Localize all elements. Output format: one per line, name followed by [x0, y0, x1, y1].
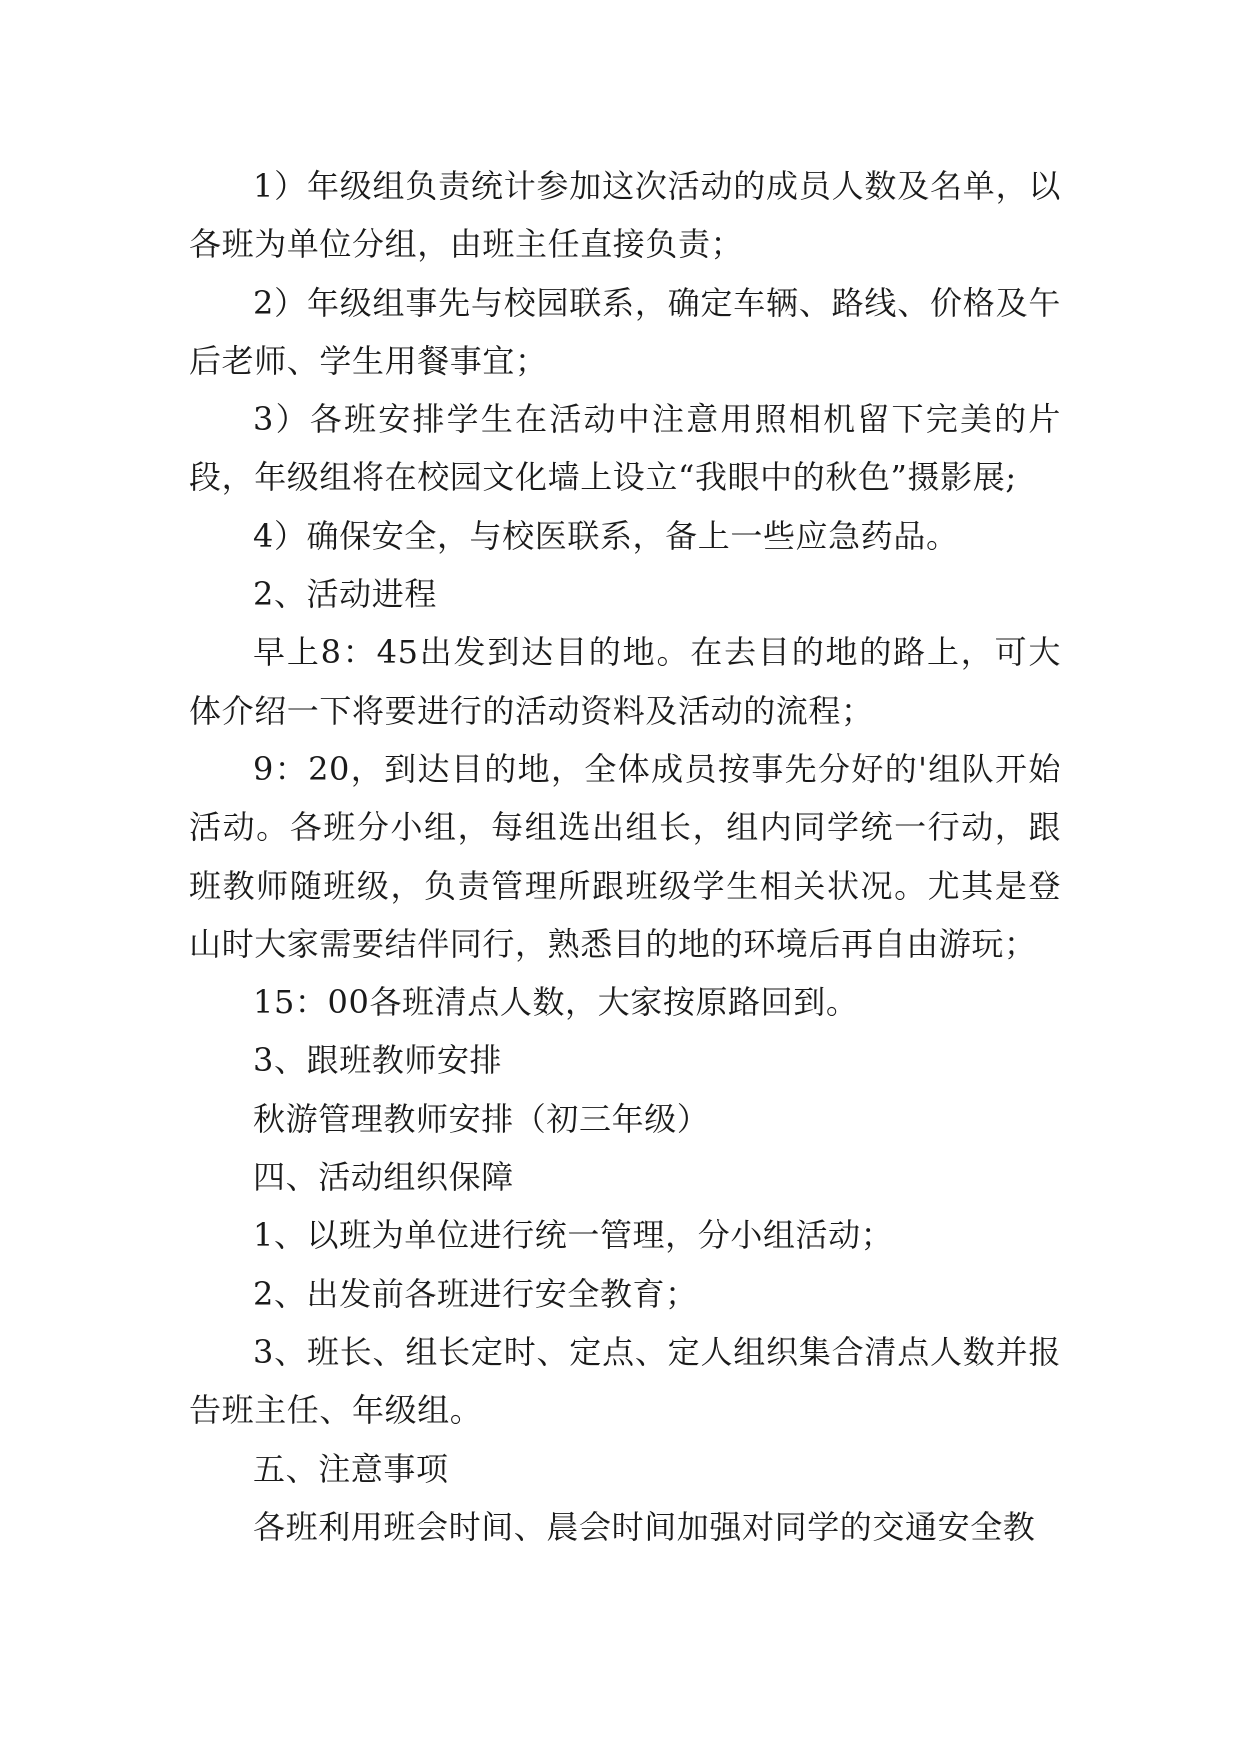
paragraph-1: 1）年级组负责统计参加这次活动的成员人数及名单，以各班为单位分组，由班主任直接负责； — [189, 167, 1061, 264]
paragraph-3: 3）各班安排学生在活动中注意用照相机留下完美的片段，年级组将在校园文化墙上设立“我眼中的秋色”摄影展; — [189, 400, 1061, 497]
section-heading-notes: 五、注意事项 — [253, 1449, 449, 1488]
section-heading-teachers: 3、跟班教师安排 — [253, 1041, 503, 1080]
section-heading-guarantee: 四、活动组织保障 — [253, 1158, 514, 1197]
paragraph-2: 2）年级组事先与校园联系，确定车辆、路线、价格及午后老师、学生用餐事宜； — [189, 283, 1061, 380]
paragraph-8: 15：00各班清点人数，大家按原路回到。 — [253, 983, 859, 1022]
paragraph-13: 2、出发前各班进行安全教育； — [253, 1274, 698, 1313]
section-heading-progress: 2、活动进程 — [253, 575, 437, 614]
document-body — [189, 157, 1061, 1556]
paragraph-6: 早上8：45出发到达目的地。在去目的地的路上，可大体介绍一下将要进行的活动资料及活动的流程； — [189, 633, 1061, 730]
paragraph-4: 4）确保安全，与校医联系，备上一些应急药品。 — [253, 516, 959, 555]
paragraph-10: 秋游管理教师安排（初三年级） — [253, 1099, 710, 1138]
paragraph-14: 3、班长、组长定时、定点、定人组织集合清点人数并报告班主任、年级组。 — [189, 1332, 1061, 1430]
paragraph-12: 1、以班为单位进行统一管理，分小组活动； — [253, 1216, 894, 1255]
paragraph-7: 9：20，到达目的地，全体成员按事先分好的'组队开始活动。各班分小组，每组选出组长，组内同学统一行动，跟班教师随班级，负责管理所跟班级学生相关状况。尤其是登山时大家需要结伴同行，熟悉目的地的环境后再自由游玩； — [189, 749, 1061, 963]
paragraph-16: 各班利用班会时间、晨会时间加强对同学的交通安全教 — [253, 1507, 1036, 1546]
